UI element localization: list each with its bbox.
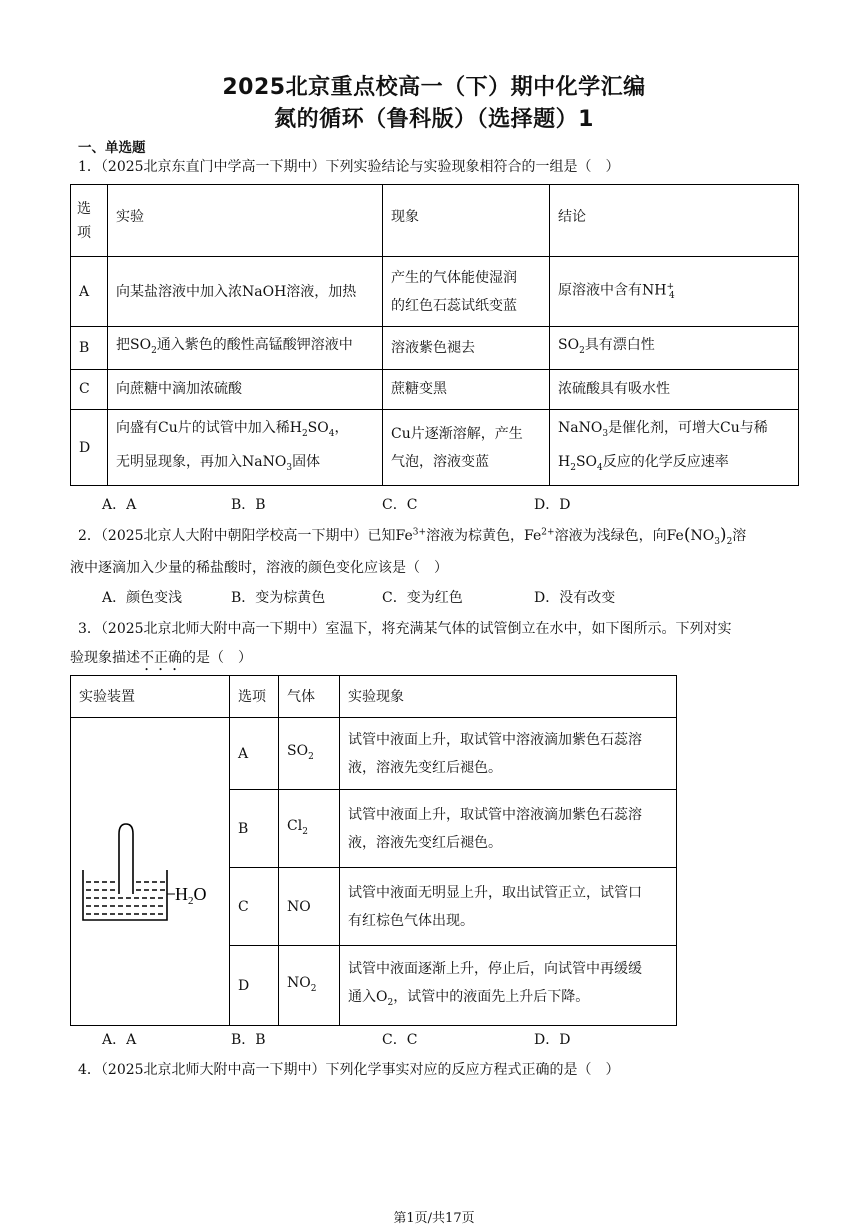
question-1-choices (0, 494, 868, 514)
table-row (71, 409, 799, 486)
choice-c[interactable]: C．C (382, 1032, 418, 1048)
question-3-choices (0, 1029, 868, 1049)
apparatus-cell (71, 718, 230, 1026)
row-experiment: 向某盐溶液中加入浓NaOH溶液，加热 (108, 257, 383, 327)
row-gas: $Cl_2$ (279, 790, 340, 868)
question-3-stem-line1: 3．（2025北京北师大附中高一下期中）室温下，将充满某气体的试管倒立在水中，如下图所示。下列对实 (78, 621, 732, 637)
row-conclusion: 浓硫酸具有吸水性 (550, 369, 799, 409)
row-experiment: 向盛有Cu片的试管中加入稀$H_2SO_4$， 无明显现象，再加入NaNO$_3$固体 (108, 409, 383, 486)
section-heading: 一、单选题 (78, 140, 146, 156)
row-option: A (230, 718, 279, 790)
row-phenomenon: 溶液紫色褪去 (383, 327, 550, 370)
question-1-stem: 1．（2025北京东直门中学高一下期中）下列实验结论与实验现象相符合的一组是（ ） (78, 159, 620, 175)
row-conclusion: NaNO$_3$是催化剂，可增大Cu与稀 $H_2SO_4$反应的化学反应速率 (550, 409, 799, 486)
table-header-gas: 气体 (279, 676, 340, 718)
choice-b[interactable]: B．变为棕黄色 (231, 590, 326, 606)
table-header-apparatus: 实验装置 (71, 676, 230, 718)
table-row (71, 369, 799, 409)
row-phenomenon: 试管中液面逐渐上升，停止后，向试管中再缓缓 通入$O_2$，试管中的液面先上升后下降。 (340, 946, 677, 1026)
choice-b[interactable]: B．B (231, 497, 266, 513)
question-2-stem-line2: 液中逐滴加入少量的稀盐酸时，溶液的颜色变化应该是（ ） (70, 560, 448, 576)
row-phenomenon: 试管中液面上升，取试管中溶液滴加紫色石蕊溶 液，溶液先变红后褪色。 (340, 718, 677, 790)
choice-d[interactable]: D．D (534, 497, 571, 513)
row-option: D (230, 946, 279, 1026)
table-header-phenomenon: 现象 (383, 185, 550, 257)
row-gas: NO (279, 868, 340, 946)
row-phenomenon: 试管中液面上升，取试管中溶液滴加紫色石蕊溶 液，溶液先变红后褪色。 (340, 790, 677, 868)
row-gas: $SO_2$ (279, 718, 340, 790)
table-row (71, 257, 799, 327)
choice-c[interactable]: C．C (382, 497, 418, 513)
choice-d[interactable]: D．没有改变 (534, 590, 616, 606)
row-option: A (71, 257, 108, 327)
page-title-line1: 2025北京重点校高一（下）期中化学汇编 (222, 75, 646, 100)
water-label: $H_2O$ (175, 883, 207, 907)
table-header-experiment: 实验 (108, 185, 383, 257)
row-option: C (230, 868, 279, 946)
choice-a[interactable]: A．颜色变浅 (102, 590, 183, 606)
row-experiment: 把$SO_2$通入紫色的酸性高锰酸钾溶液中 (108, 327, 383, 370)
row-phenomenon: 试管中液面无明显上升，取出试管正立，试管口 有红棕色气体出现。 (340, 868, 677, 946)
table-header-conclusion: 结论 (550, 185, 799, 257)
row-phenomenon: Cu片逐渐溶解，产生 气泡，溶液变蓝 (383, 409, 550, 486)
emphasis-text: 不正确 (140, 650, 182, 666)
table-header-option: 选项 (71, 185, 108, 257)
row-option: B (230, 790, 279, 868)
row-conclusion: $SO_2$具有漂白性 (550, 327, 799, 370)
row-experiment: 向蔗糖中滴加浓硫酸 (108, 369, 383, 409)
page-title-line2: 氮的循环（鲁科版）（选择题）1 (274, 107, 594, 132)
table-header-phenomenon: 实验现象 (340, 676, 677, 718)
row-option: B (71, 327, 108, 370)
row-phenomenon: 产生的气体能使湿润 的红色石蕊试纸变蓝 (383, 257, 550, 327)
page-footer: 第1页/共17页 (393, 1211, 475, 1226)
row-option: D (71, 409, 108, 486)
row-gas: $NO_2$ (279, 946, 340, 1026)
choice-c[interactable]: C．变为红色 (382, 590, 463, 606)
question-3-stem-line2: 验现象描述不正确的是（ ） (70, 650, 252, 666)
choice-a[interactable]: A．A (102, 1032, 137, 1048)
table-row (71, 718, 677, 790)
question-2-choices (0, 587, 868, 607)
choice-a[interactable]: A．A (102, 497, 137, 513)
row-phenomenon: 蔗糖变黑 (383, 369, 550, 409)
row-option: C (71, 369, 108, 409)
choice-d[interactable]: D．D (534, 1032, 571, 1048)
inverted-test-tube-diagram (71, 722, 221, 1022)
row-conclusion: 原溶液中含有$NH^+_4$ (550, 257, 799, 327)
question-3-table (70, 675, 677, 1026)
question-2-stem-line1: 2．（2025北京人大附中朝阳学校高一下期中）已知$Fe^{3+}$溶液为棕黄色，$Fe^{2+}$溶液为浅绿色，向$Fe(NO_3)_2$溶 (78, 525, 747, 547)
choice-b[interactable]: B．B (231, 1032, 266, 1048)
question-1-table (70, 184, 799, 486)
question-4-stem: 4．（2025北京北师大附中高一下期中）下列化学事实对应的反应方程式正确的是（ ） (78, 1062, 620, 1078)
table-header-option: 选项 (230, 676, 279, 718)
table-row (71, 327, 799, 370)
